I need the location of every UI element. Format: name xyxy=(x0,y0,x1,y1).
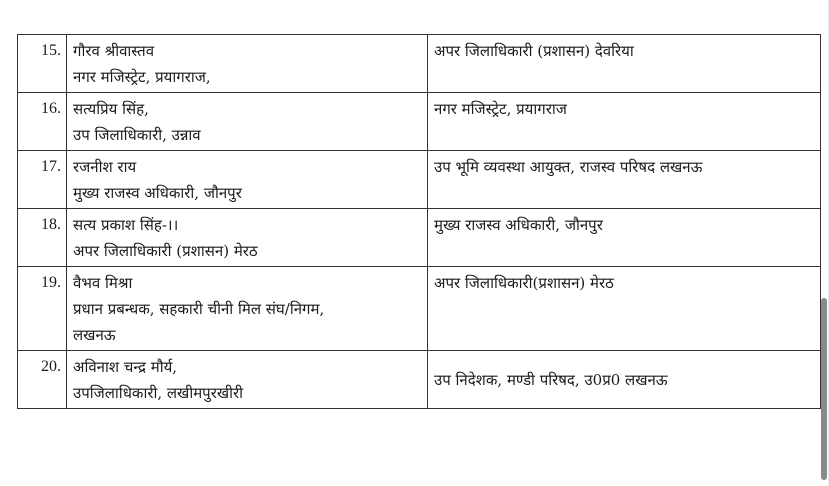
officer-cell xyxy=(67,93,428,151)
new-posting: नगर मजिस्ट्रेट, प्रयागराज xyxy=(428,93,821,151)
officer-cell xyxy=(67,151,428,209)
new-posting: उप निदेशक, मण्डी परिषद, उ0प्र0 लखनऊ xyxy=(428,351,821,409)
serial-number: 16. xyxy=(18,93,67,151)
current-post: उप जिलाधिकारी, उन्नाव xyxy=(73,126,201,144)
officer-cell xyxy=(67,267,428,351)
current-post: मुख्य राजस्व अधिकारी, जौनपुर xyxy=(73,184,242,202)
scrollbar-thumb[interactable] xyxy=(821,298,827,480)
serial-number: 20. xyxy=(18,351,67,409)
officer-name: अविनाश चन्द्र मौर्य, xyxy=(73,358,178,376)
officer-cell xyxy=(67,351,428,409)
current-post: प्रधान प्रबन्धक, सहकारी चीनी मिल संघ/निगम, xyxy=(73,300,325,318)
current-post: अपर जिलाधिकारी (प्रशासन) मेरठ xyxy=(73,242,258,260)
transfer-list-table xyxy=(17,34,821,409)
serial-number: 18. xyxy=(18,209,67,267)
officer-name: सत्यप्रिय सिंह, xyxy=(73,100,149,118)
new-posting: उप भूमि व्यवस्था आयुक्त, राजस्व परिषद लखनऊ xyxy=(428,151,821,209)
current-post: नगर मजिस्ट्रेट, प्रयागराज, xyxy=(73,68,211,86)
officer-cell xyxy=(67,35,428,93)
table-row xyxy=(18,93,821,151)
table-row xyxy=(18,267,821,351)
officer-name: गौरव श्रीवास्तव xyxy=(73,42,155,60)
transfer-table-container xyxy=(17,34,816,409)
officer-name: वैभव मिश्रा xyxy=(73,274,133,292)
new-posting: मुख्य राजस्व अधिकारी, जौनपुर xyxy=(428,209,821,267)
serial-number: 17. xyxy=(18,151,67,209)
table-row xyxy=(18,351,821,409)
current-post-continued: लखनऊ xyxy=(73,326,116,344)
table-row xyxy=(18,151,821,209)
new-posting: अपर जिलाधिकारी(प्रशासन) मेरठ xyxy=(428,267,821,351)
officer-name: रजनीश राय xyxy=(73,158,137,176)
table-row xyxy=(18,209,821,267)
officer-cell xyxy=(67,209,428,267)
serial-number: 15. xyxy=(18,35,67,93)
new-posting: अपर जिलाधिकारी (प्रशासन) देवरिया xyxy=(428,35,821,93)
serial-number: 19. xyxy=(18,267,67,351)
officer-name: सत्य प्रकाश सिंह-।। xyxy=(73,216,179,234)
table-row xyxy=(18,35,821,93)
current-post: उपजिलाधिकारी, लखीमपुरखीरी xyxy=(73,384,244,402)
